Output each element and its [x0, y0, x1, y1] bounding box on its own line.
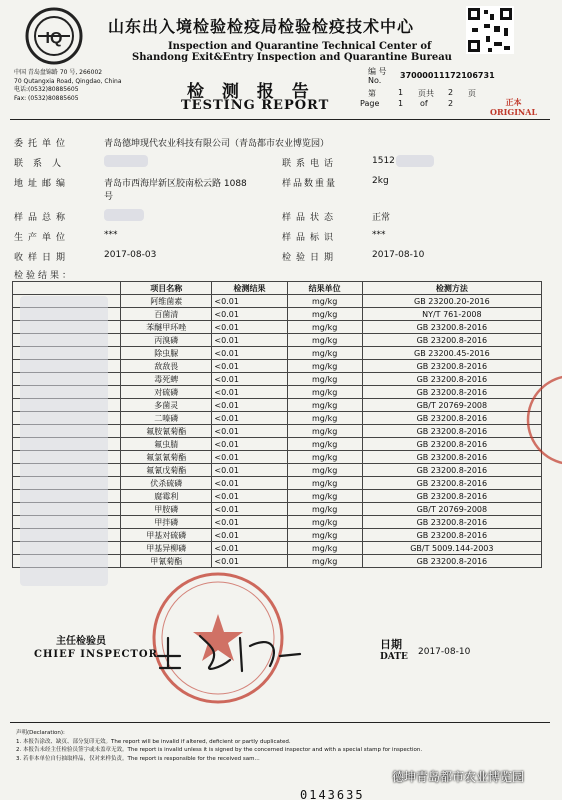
page-label-cn: 第 [368, 89, 376, 98]
org-name-en-line2: Shandong Exit&Entry Inspection and Quarantine Bureau [132, 52, 452, 63]
original-stamp [490, 97, 537, 117]
result-cell: <0.01 [212, 347, 287, 360]
receive-date-value: 2017-08-03 [104, 250, 157, 260]
unit-cell: mg/kg [287, 490, 362, 503]
redacted-sample-name [104, 209, 144, 221]
item-name-cell: 甲拌磷 [121, 516, 212, 529]
method-cell: GB 23200.8-2016 [362, 321, 541, 334]
item-name-cell: 甲胺磷 [121, 503, 212, 516]
item-name-cell: 毒死蜱 [121, 373, 212, 386]
unit-cell: mg/kg [287, 516, 362, 529]
method-cell: NY/T 761-2008 [362, 308, 541, 321]
sample-qty-value: 2kg [372, 176, 389, 186]
item-name-cell: 对硫磷 [121, 386, 212, 399]
method-cell: GB/T 5009.144-2003 [362, 542, 541, 555]
method-cell: GB 23200.8-2016 [362, 464, 541, 477]
page-current-value-en: 1 [398, 99, 404, 108]
method-cell: GB 23200.8-2016 [362, 412, 541, 425]
result-cell: <0.01 [212, 438, 287, 451]
method-cell: GB 23200.45-2016 [362, 347, 541, 360]
unit-cell: mg/kg [287, 438, 362, 451]
method-cell: GB 23200.8-2016 [362, 529, 541, 542]
report-title-en: TESTING REPORT [181, 98, 330, 113]
unit-cell: mg/kg [287, 464, 362, 477]
item-name-cell: 阿维菌素 [121, 295, 212, 308]
unit-cell: mg/kg [287, 386, 362, 399]
unit-cell: mg/kg [287, 529, 362, 542]
sample-mark-value: *** [372, 230, 386, 240]
client-label: 委托单位 [14, 139, 71, 149]
item-name-cell: 丙溴磷 [121, 334, 212, 347]
item-name-cell: 多菌灵 [121, 399, 212, 412]
item-name-cell: 氟虫腈 [121, 438, 212, 451]
table-header-unit: 结果单位 [287, 282, 362, 295]
phone-label: 联系电话 [282, 159, 339, 169]
result-cell: <0.01 [212, 373, 287, 386]
qr-code-icon [466, 6, 514, 54]
contact-person-label: 联系人 [14, 159, 72, 169]
unit-cell: mg/kg [287, 321, 362, 334]
redacted-phone [396, 155, 434, 167]
unit-cell: mg/kg [287, 477, 362, 490]
result-cell: <0.01 [212, 503, 287, 516]
item-name-cell: 腐霉利 [121, 490, 212, 503]
side-seal-icon [522, 360, 562, 480]
unit-cell: mg/kg [287, 412, 362, 425]
date-label-en: DATE [380, 652, 408, 662]
org-name-cn: 山东出入境检验检疫局检验检疫技术中心 [108, 17, 415, 36]
result-cell: <0.01 [212, 295, 287, 308]
item-name-cell: 伏杀硫磷 [121, 477, 212, 490]
unit-cell: mg/kg [287, 399, 362, 412]
declaration-block [16, 729, 422, 763]
method-cell: GB 23200.8-2016 [362, 438, 541, 451]
result-cell: <0.01 [212, 386, 287, 399]
method-cell: GB 23200.8-2016 [362, 490, 541, 503]
page-current-value: 1 [398, 88, 404, 97]
method-cell: GB/T 20769-2008 [362, 503, 541, 516]
footer-divider [10, 722, 550, 723]
test-date-value: 2017-08-10 [372, 250, 425, 260]
result-cell: <0.01 [212, 477, 287, 490]
page-end-label-cn: 页 [468, 89, 476, 98]
result-cell: <0.01 [212, 399, 287, 412]
declaration-line: 1. 本报告涂改、缺页、部分复印无效。The report will be invalid if altered, deficient or partly duplicated. [16, 738, 291, 745]
method-cell: GB 23200.20-2016 [362, 295, 541, 308]
page-of-label-en: of [420, 99, 428, 108]
item-name-cell: 甲基对硫磷 [121, 529, 212, 542]
report-number-label-en: No. [368, 76, 382, 85]
report-title-cn: 检 测 报 告 [187, 82, 315, 102]
contact-line: 中国 青岛盘锦路 70 号, 266002 [14, 69, 103, 76]
result-cell: <0.01 [212, 360, 287, 373]
method-cell: GB 23200.8-2016 [362, 516, 541, 529]
svg-text:IQ: IQ [45, 30, 63, 47]
method-cell: GB/T 20769-2008 [362, 399, 541, 412]
address-value-line2: 号 [104, 192, 114, 202]
page-label-en: Page [360, 99, 380, 108]
unit-cell: mg/kg [287, 347, 362, 360]
table-header-result: 检测结果 [212, 282, 287, 295]
declaration-line: 2. 本报告未经主任检验员签字或未盖章无效。The report is invalid unless it is signed by the concerned inspector and with a special stamp for inspection. [16, 747, 423, 753]
unit-cell: mg/kg [287, 451, 362, 464]
result-cell: <0.01 [212, 490, 287, 503]
table-header-item: 项目名称 [121, 282, 212, 295]
method-cell: GB 23200.8-2016 [362, 425, 541, 438]
declaration-title: 声明(Declaration): [16, 730, 65, 736]
table-header-blank [13, 282, 121, 295]
result-cell: <0.01 [212, 412, 287, 425]
unit-cell: mg/kg [287, 334, 362, 347]
unit-cell: mg/kg [287, 373, 362, 386]
date-label-cn: 日期 [380, 638, 402, 651]
sample-state-label: 样品状态 [282, 213, 339, 223]
table-header-row [13, 282, 542, 295]
org-name-en-line1: Inspection and Quarantine Technical Center of [168, 41, 432, 52]
result-cell: <0.01 [212, 451, 287, 464]
item-name-cell: 甲氰菊酯 [121, 555, 212, 568]
redacted-contact-person [104, 155, 148, 167]
result-cell: <0.01 [212, 334, 287, 347]
item-name-cell: 苯醚甲环唑 [121, 321, 212, 334]
result-cell: <0.01 [212, 542, 287, 555]
receive-date-label: 收样日期 [14, 253, 71, 263]
serial-number: 0143635 [300, 788, 365, 800]
result-cell: <0.01 [212, 308, 287, 321]
chief-inspector-label-en: CHIEF INSPECTOR [34, 649, 158, 660]
method-cell: GB 23200.8-2016 [362, 451, 541, 464]
result-cell: <0.01 [212, 321, 287, 334]
method-cell: GB 23200.8-2016 [362, 360, 541, 373]
result-cell: <0.01 [212, 464, 287, 477]
page-mid-label-cn: 页共 [418, 89, 434, 98]
method-cell: GB 23200.8-2016 [362, 373, 541, 386]
unit-cell: mg/kg [287, 308, 362, 321]
inspector-signature-icon [150, 616, 310, 676]
address-value-line1: 青岛市西海岸新区胶南松云路 1088 [104, 179, 247, 189]
contact-line: 70 Qutangxia Road, Qingdao, China [14, 77, 122, 85]
method-cell: GB 23200.8-2016 [362, 386, 541, 399]
client-value: 青岛德坤现代农业科技有限公司（青岛都市农业博览园） [104, 139, 330, 149]
item-name-cell: 氟氯氰菊酯 [121, 451, 212, 464]
method-cell: GB 23200.8-2016 [362, 334, 541, 347]
contact-line: 电话:(0532)80885605 [14, 86, 79, 93]
declaration-line: 3. 若非本单位自行抽取样品，仅对来样负责。The report is responsible for the received sam... [16, 755, 260, 762]
original-stamp-cn: 正本 [505, 97, 522, 107]
unit-cell: mg/kg [287, 425, 362, 438]
redacted-sample-column [20, 296, 108, 586]
result-cell: <0.01 [212, 555, 287, 568]
address-label: 地址邮编 [14, 179, 71, 189]
result-cell: <0.01 [212, 529, 287, 542]
sample-mark-label: 样品标识 [282, 233, 339, 243]
table-header-method: 检测方法 [362, 282, 541, 295]
report-number-value: 37000011172106731 [400, 71, 495, 80]
unit-cell: mg/kg [287, 360, 362, 373]
contact-block [14, 69, 122, 103]
page-total-value: 2 [448, 88, 454, 97]
unit-cell: mg/kg [287, 295, 362, 308]
header-divider [10, 119, 550, 120]
unit-cell: mg/kg [287, 555, 362, 568]
item-name-cell: 氟氰戊菊酯 [121, 464, 212, 477]
producer-value: *** [104, 230, 118, 240]
sample-state-value: 正常 [372, 213, 391, 223]
phone-value: 1512 [372, 156, 395, 166]
chief-inspector-label-cn: 主任检验员 [56, 636, 106, 647]
item-name-cell: 二嗪磷 [121, 412, 212, 425]
date-value: 2017-08-10 [418, 647, 471, 657]
result-label: 检验结果： [14, 271, 75, 281]
item-name-cell: 氟胺氰菊酯 [121, 425, 212, 438]
item-name-cell: 除虫脲 [121, 347, 212, 360]
unit-cell: mg/kg [287, 542, 362, 555]
method-cell: GB 23200.8-2016 [362, 477, 541, 490]
method-cell: GB 23200.8-2016 [362, 555, 541, 568]
contact-line: Fax: (0532)80885605 [14, 94, 79, 102]
producer-label: 生产单位 [14, 233, 71, 243]
item-name-cell: 甲基异柳磷 [121, 542, 212, 555]
result-cell: <0.01 [212, 516, 287, 529]
sample-name-label: 样品总称 [14, 213, 71, 223]
page-total-value-en: 2 [448, 99, 454, 108]
sample-qty-label: 样品数重量 [282, 179, 338, 189]
unit-cell: mg/kg [287, 503, 362, 516]
item-name-cell: 百菌清 [121, 308, 212, 321]
report-number-label-cn: 编 号 [368, 67, 387, 76]
item-name-cell: 敌敌畏 [121, 360, 212, 373]
test-date-label: 检验日期 [282, 253, 339, 263]
watermark-text: 德坤青岛都市农业博览园 [392, 770, 525, 784]
original-stamp-en: ORIGINAL [490, 107, 538, 117]
result-cell: <0.01 [212, 425, 287, 438]
ciq-logo-icon [24, 6, 84, 66]
